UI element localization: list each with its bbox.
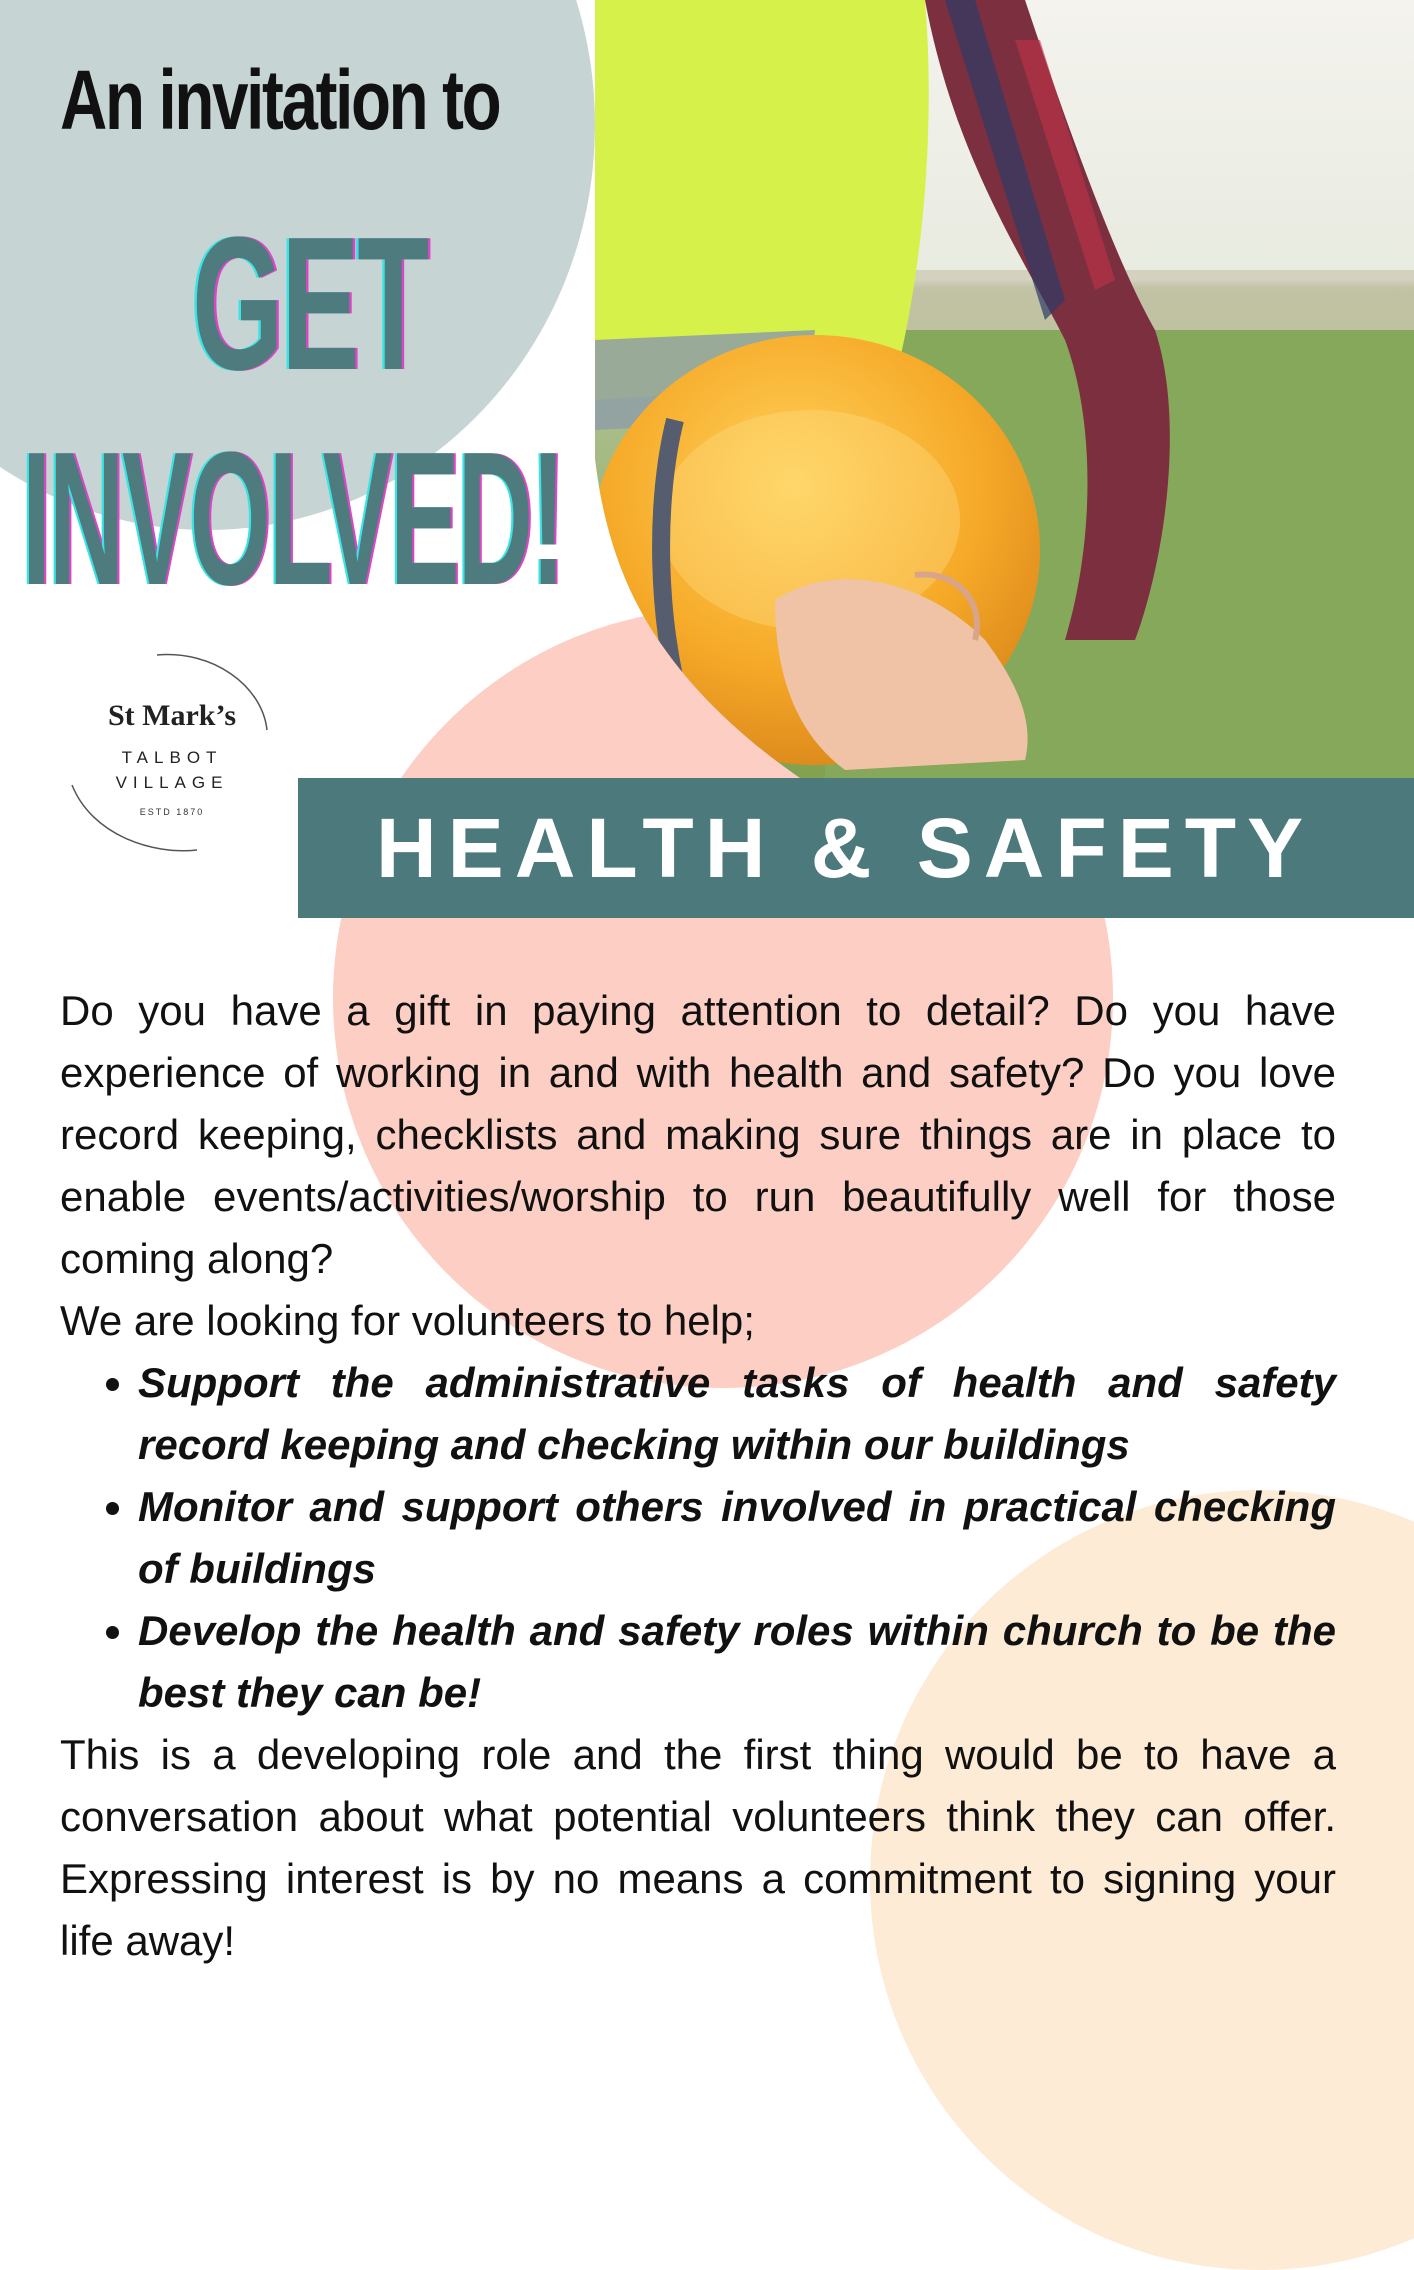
- get-heading: GET: [192, 198, 427, 410]
- logo-name: St Mark’s: [107, 699, 237, 732]
- logo-arc-bottom: [72, 785, 197, 851]
- closing-paragraph: This is a developing role and the first thing would be to have a conversation about what potential volunteers think they can offer. Expressing interest is by no means a commitment to signing your life away!: [60, 1731, 1336, 1964]
- body-content: [60, 980, 1336, 1972]
- health-safety-banner: [298, 778, 1414, 918]
- st-marks-logo: [62, 645, 282, 855]
- banner-title: HEALTH & SAFETY: [376, 801, 1315, 895]
- logo-line1: TALBOT: [121, 748, 223, 767]
- list-item: • Support the administrative tasks of health and safety record keeping and checking within our buildings: [138, 1352, 1336, 1476]
- list-item: • Develop the health and safety roles within church to be the best they can be!: [138, 1600, 1336, 1724]
- involved-heading: INVOLVED!: [22, 413, 564, 625]
- hardhat-worker-photo: [595, 0, 1414, 800]
- logo-estd: ESTD 1870: [139, 807, 205, 817]
- invitation-heading: An invitation to: [60, 53, 500, 147]
- list-item: • Monitor and support others involved in practical checking of buildings: [138, 1476, 1336, 1600]
- logo-line2: VILLAGE: [115, 773, 229, 792]
- intro-paragraph: Do you have a gift in paying attention to detail? Do you have experience of working in and with health and safety? Do you love record keeping, checklists and making sure things are in place to enable events/activities/worship to run beautifully well for those coming along?: [60, 987, 1336, 1282]
- volunteer-task-list: [60, 1352, 1336, 1724]
- lead-sentence: We are looking for volunteers to help;: [60, 1297, 755, 1344]
